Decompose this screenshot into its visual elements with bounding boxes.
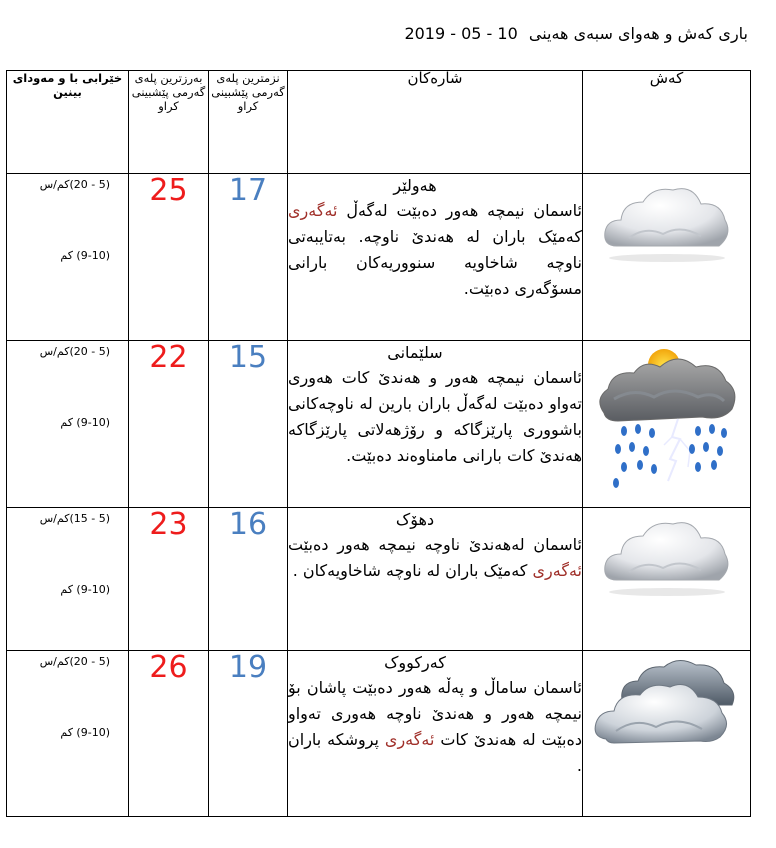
header-cities: شارەکان [288,71,583,174]
title-date: 2019 - 05 - 10 [404,24,518,43]
wind-speed: (5 - 20)کم/س [39,345,110,358]
table-row [7,651,751,817]
description-highlight: ئەگەری [288,201,338,220]
min-temp: 16 [209,508,288,651]
min-temp: 15 [209,341,288,508]
cloudy-icon [597,508,737,598]
description-cell [288,508,583,651]
min-temp: 19 [209,651,288,817]
max-temp: 22 [129,341,209,508]
header-min-temp: نزمترین پلەی گەرمی پێشبینی کراو [209,71,288,174]
weather-table [6,70,751,817]
min-temp: 17 [209,174,288,341]
max-temp: 25 [129,174,209,341]
wind-cell [7,174,129,341]
description-text: ئاسمان نیمچە هەور و هەندێ کات هەوری تەواو دەبێت لەگەڵ باران بارین لە ناوچەکانی باشووری پارێزگاکە و رۆژهەلاتی پارێزگاکە هەندێ کات بارانی مامناوەند دەبێت. [288,368,582,465]
weather-icon-cell [583,651,751,817]
description-highlight: ئەگەری [532,561,582,580]
weather-icon-cell [583,508,751,651]
description-text-end: پروشکە باران . [288,730,582,775]
weather-icon-cell [583,341,751,508]
wind-speed: (5 - 20)کم/س [39,655,110,668]
city-name: دهۆک [395,510,435,529]
max-temp: 26 [129,651,209,817]
page-title [404,24,748,43]
description-cell [288,651,583,817]
description-cell [288,341,583,508]
header-weather: کەش [583,71,751,174]
city-name: هەولێر [393,176,437,195]
city-name: سلێمانی [387,343,443,362]
wind-cell [7,508,129,651]
description-highlight: ئەگەری [384,730,435,749]
wind-cell [7,651,129,817]
description-text-end: کەمێک باران لە هەندێ ناوچە. بەتایبەتی ناوچە شاخاویە سنووریەکان بارانی مسۆگەری دەبێت. [288,227,582,298]
visibility: (9-10) کم [60,416,110,429]
thunderstorm-rain-icon [594,341,740,491]
description-cell [288,174,583,341]
visibility: (9-10) کم [60,249,110,262]
header-row [7,71,751,174]
description-text: ئاسمان نیمچە هەور دەبێت لەگەڵ [337,201,582,220]
title-text: باری کەش و هەوای سبەی هەینی [528,24,748,43]
max-temp: 23 [129,508,209,651]
table-row [7,341,751,508]
visibility: (9-10) کم [60,726,110,739]
wind-cell [7,341,129,508]
header-wind: خێرابی با و مەودای بینین [7,71,129,174]
dark-clouds-icon [592,651,742,751]
table-row [7,174,751,341]
wind-speed: (5 - 20)کم/س [39,178,110,191]
description-text-end: کەمێک باران لە ناوچە شاخاویەکان . [292,561,533,580]
description-text: ئاسمان ساماڵ و پەڵە هەور دەبێت پاشان بۆ نیمچە هەور و هەندێ ناوچە هەوری تەواو دەبێت لە هەندێ کات [288,678,582,749]
weather-icon-cell [583,174,751,341]
header-max-temp: بەرزترین پلەی گەرمی پێشبینی کراو [129,71,209,174]
visibility: (9-10) کم [60,583,110,596]
city-name: کەرکووک [384,653,446,672]
table-row [7,508,751,651]
description-text: ئاسمان لەهەندێ ناوچە نیمچە هەور دەبێت [288,535,582,554]
cloudy-icon [597,174,737,264]
wind-speed: (5 - 15)کم/س [39,512,110,525]
